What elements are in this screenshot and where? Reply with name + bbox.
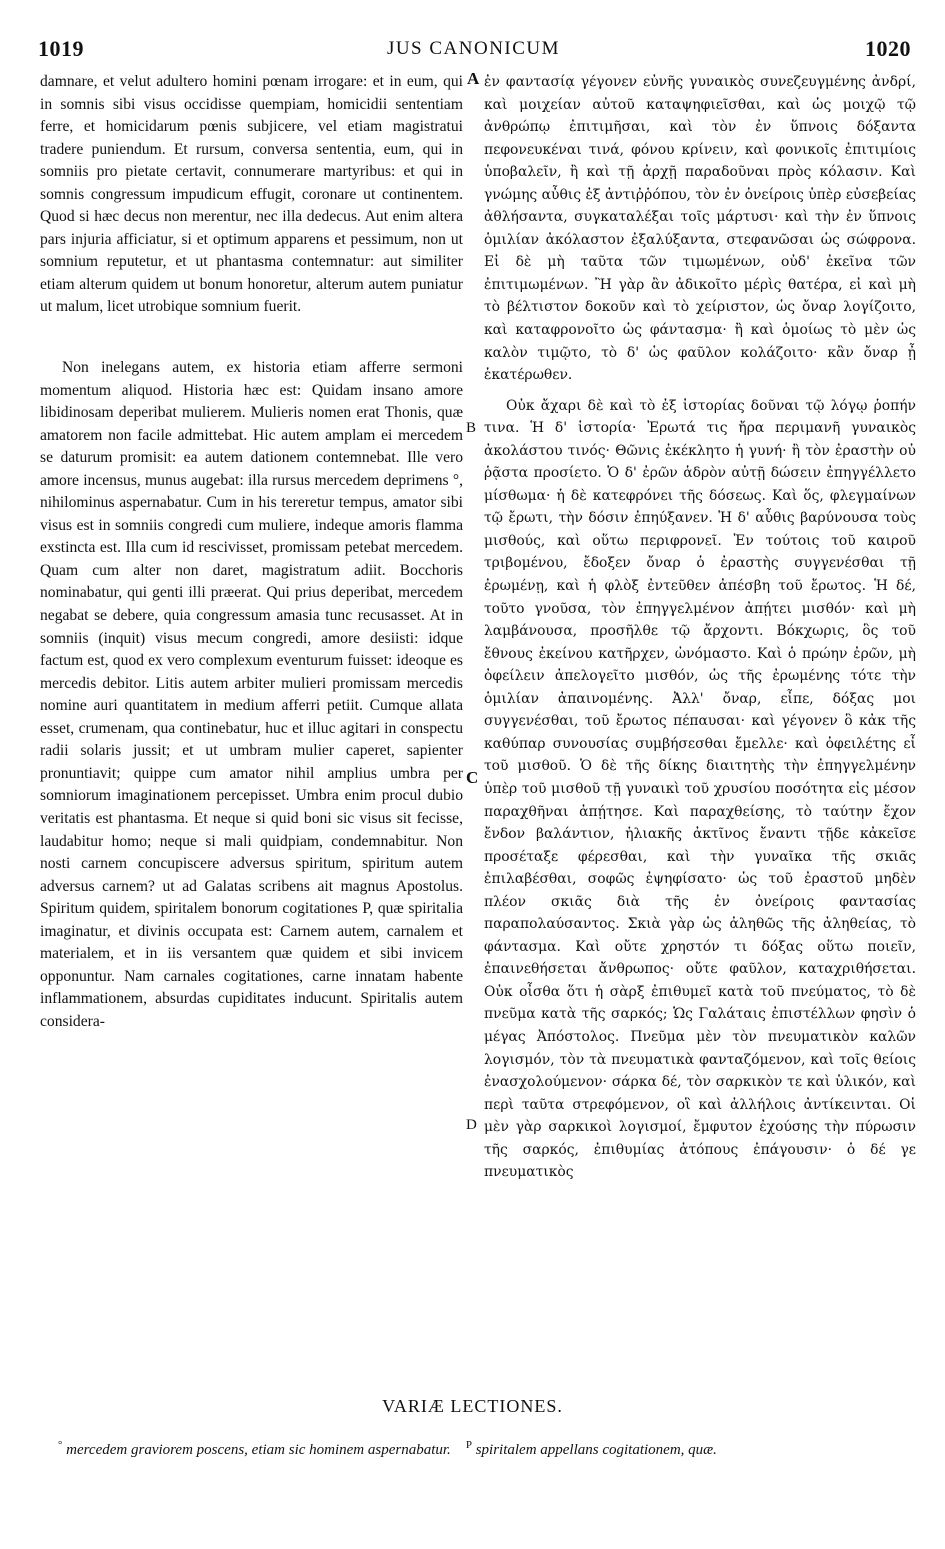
page-title: JUS CANONICUM: [386, 38, 561, 59]
greek-paragraph-1: ἐν φαντασίᾳ γέγονεν εὐνῆς γυναικὸς συνεζευγμένης ἀνδρί, καὶ μοιχείαν αὐτοῦ καταψηφιεῖσθαι, καὶ ὡς μοιχῷ τῷ ἀνθρώπῳ ἐπιτιμῆσαι, καὶ τὸν ἐν ὕπνοις δόξαντα πεφονευκέναι τινά, φόνου κρίνειν, καὶ φονικοῖς ἐπιτιμίοις ὑποβαλεῖν, ἢ καὶ τῇ ἀρχῇ παραδοῦναι πρὸς κόλασιν. Καὶ γνώμης αὖθις ἐξ ἀντιῤῥόπου, τὸν ἐν ὀνείροις ὑπὲρ εὐσεβείας ἀθλήσαντα, συγκαταλέξαι τοῖς μάρτυσι· καὶ τὴν ἐν ὕπνοις ὁμιλίαν ἀκόλαστον ἐξαλύξαντα, στεφανῶσαι ὡς σώφρονα. Εἰ δὲ μὴ ταῦτα τῶν τιμωμένων, οὐδ' ἐκεῖνα τῶν ἐπιτιμωμένων. Ἢ γὰρ ἂν ἀδικοῖτο μέρὶς θατέρα, εἰ καὶ μὴ τὸ βέλτιστον δοκοῦν καὶ τὸ χείριστον, ὡς ὄναρ λογίζοιτο, καὶ καταφρονοῖτο ὡς φάντασμα· ἢ καὶ ὁμοίως τὸ μὲν ὡς καλὸν τιμῷτο, τὸ δ' ὡς φαῦλον κολάζοιτο· κἂν ὄναρ ᾖ ἑκατέρωθεν.: [484, 74, 916, 384]
margin-letter-d: D: [466, 1117, 477, 1133]
page-number-right: 1020: [865, 36, 911, 61]
latin-paragraph-2: Non inelegans autem, ex historia etiam afferre sermoni momentum aliquod. Historia hæc est: Quidam insano amore libidinosam deperibat mulierem. Mulieris nomen erat Thonis, quæ amatorem non facile admittebat. Hic autem amplam ei mercedem se daturum promisit: ea autem dationem contemnebat. Ille vero amore incensus, munus augebat: illa rursus mercedem deprimens °, nihilominus aspernabatur. Cum in his tereretur tempus, amator sibi visus est in somniis congredi cum muliere, indeque amoris flamma exstincta est. Illa cum id rescivisset, promissam petebat mercedem. Quam cum alter non daret, magistratum adiit. Bocchoris nominabatur, qui genti illi præerat. Qui prius deperibat, mercedem negabat se debere, quia congressum amasia tunc recusasset. At in somniis (inquit) visus mecum congredi, amore desiisti: idque factum est, quod ex vero complexum eventurum fuisset: ideoque es mercedis debitor. Litis autem arbiter mulieri promissam mercedis nomine auri quantitatem in medium afferri petiit. Cumque allata esset, crumenam, qua continebatur, huc et illuc agitari in conspectu radii solaris jussit; et ut umbram mulier caperet, sapienter pronuntiavit; quippe cum amator nihil amplius umbra per somniorum imaginationem percepisset. Umbra enim procul dubio veritatis est phantasma. Et neque si quid boni sic visus sit fecisse, laudabitur homo; neque si mali quidpiam, condemnabitur. Non nosti carnem concupiscere adversus spiritum, spiritum autem adversus carnem? ut ad Galatas scribens ait magnus Apostolus. Spiritum quidem, spiritalem bonorum cogitationes P, quæ spiritalia imaginatur, et divinis occupata est: Carnem autem, carnalem et materialem, et in iis versantem quæ quidem et sibi invicem opponuntur. Nam carnales cogitationes, carne innatam habente inflammationem, absurdas cupiditates inducunt. Spiritalis autem considera-: [40, 359, 463, 1030]
note-o-text: mercedem graviorem poscens, etiam sic hominem aspernabatur.: [66, 1442, 451, 1458]
page-number-left: 1019: [38, 36, 84, 61]
greek-column: [484, 71, 916, 1184]
note-o-marker: °: [58, 1439, 63, 1451]
note-p-marker: P: [465, 1439, 472, 1451]
variae-lectiones-heading: VARIÆ LECTIONES.: [382, 1396, 563, 1416]
latin-column: [40, 71, 463, 1033]
margin-letter-a: A: [467, 69, 480, 88]
running-header: [30, 36, 917, 66]
margin-letter-b: B: [466, 420, 477, 436]
greek-paragraph-2: Οὐκ ἄχαρι δὲ καὶ τὸ ἐξ ἱστορίας δοῦναι τῷ λόγῳ ῥοπήν τινα. Ἡ δ' ἱστορία· Ἐρωτά τις ἤρα περιμανῆ γυναικὸς ἀκολάστου τινός· Θῶνις ἐκέκλητο ἡ γυνή· ἢ τὸν ἐραστὴν οὐ ῥᾷστα προσίετο. Ὁ δ' ἐρῶν ἁδρὸν αὐτῇ δώσειν ἐπηγγέλλετο μίσθωμα· ἡ δὲ κατεφρόνει τῆς δόσεως. Καὶ ὅς, φλεγμαίνων τῷ ἔρωτι, τὴν δόσιν ἐπηύξανεν. Ἡ δ' αὖθις βαρύνουσα τοὺς μισθούς, καὶ οὕτω περιφρονεῖ. Ἐν τούτοις τοῦ καιροῦ τριβομένου, ἔδοξεν ὄναρ ὁ ἐραστὴς συγγενέσθαι τῇ ἐρωμένῃ, καὶ ἡ φλὸξ ἐντεῦθεν ἀπέσβη τοῦ ἔρωτος. Ἡ δέ, τοῦτο γνοῦσα, τὸν ἐπηγγελμένον ἀπῄτει μισθόν· καὶ μὴ λαμβάνουσα, προσῆλθε τῷ ἄρχοντι. Βόκχωρις, ὃς τοῦ ἔθνους ἐκείνου κατῆρχεν, ὠνόμαστο. Καὶ ὁ πρώην ἐρῶν, μὴ ὀφείλειν ἀπελογεῖτο μισθόν, ὡς τῆς ἐρωμένης τότε τὴν ὁμιλίαν ἀπαινομένης. Ἀλλ' ὄναρ, εἶπε, δόξας μοι συγγενέσθαι, τοῦ ἔρωτος πέπαυσαι· καὶ γέγονεν ὃ κἀκ τῆς καθύπαρ συνουσίας συμβήσεσθαι ἔμελλε· καὶ ὀφειλέτης εἶ τοῦ μισθοῦ. Ὁ δὲ τῆς δίκης διαιτητὴς τὴν ἐπηγγελμένην ὑπὲρ τοῦ μισθοῦ τῇ γυναικὶ τοῦ χρυσίου ποσότητα εἰς μέσον παραχθῆναι ἀπῄτησε. Καὶ παραχθείσης, τὸ ταύτην ἔχον ἔνδον βαλάντιον, ἡλιακῆς ἀκτῖνος ἔναντι τῇδε κἀκεῖσε προσέταξε φέρεσθαι, καὶ τὴν γυναῖκα τῆς σκιᾶς ἐπιλαβέσθαι, σοφῶς ἐψηφίσατο· ὡς τοῦ ἐραστοῦ μηδὲν πλέον σκιᾶς διὰ τῆς ἐν ὀνείροις φαντασίας παραπολαύσαντος. Σκιὰ γὰρ ὡς ἀληθῶς τῆς ἀληθείας, τὸ φάντασμα. Καὶ οὔτε χρηστόν τι δόξας οὕτω ποιεῖν, ἐπαινεθήσεται ἄνθρωπος· οὔτε φαῦλον, καταχριθήσεται. Οὐκ οἶσθα ὅτι ἡ σὰρξ ἐπιθυμεῖ κατὰ τοῦ πνεύματος, τὸ δὲ πνεῦμα κατὰ τῆς σαρκός; Ὡς Γαλάταις ἐπιστέλλων φησὶν ὁ μέγας Ἀπόστολος. Πνεῦμα μὲν τὸν πνευματικὸν καλῶν λογισμόν, τὸν τὰ πνευματικὰ φανταζόμενον, καὶ τοῖς θείοις ἐνασχολούμενον· σάρκα δέ, τὸν σαρκικὸν τε καὶ ὑλικόν, καὶ περὶ ταῦτα στρεφόμενον, οἳ καὶ ἀλλήλοις ἀντίκεινται. Οἱ μὲν γὰρ σαρκικοὶ λογισμοί, ἔμφυτον ἐχούσης τὴν πύρωσιν τῆς σαρκός, ἐπιθυμίας ἀτόπους ἐπάγουσιν· ὁ δέ γε πνευματικὸς: [484, 397, 916, 1181]
latin-paragraph-1: damnare, et velut adultero homini pœnam irrogare: et in eum, qui in somnis sibi visus occidisse quempiam, homicidii sententiam ferre, et homicidarum pœnis subjicere, vel etiam magistratui tradere puniendum. Et rursum, conversa sententia, eum, qui in somniis pro pietate certavit, connumerare martyribus: et qui in somnis congressum impudicum effugit, coronare ut continentem. Quod si hæc decus non merentur, nec illa dedecus. Aut enim altera pars injuria afficiatur, si et optimum apparens et pessimum, non ut somnium reputetur, et ut phantasma contemnatur: aut similiter etiam alterum quidem ut bonum honoretur, alterum autem puniatur ut malum, licet utrobique somnium fuerit.: [40, 73, 463, 316]
note-p-text: spiritalem appellans cogitationem, quæ.: [475, 1442, 717, 1458]
margin-letter-c: C: [466, 768, 479, 787]
variae-lectiones-notes: [58, 1434, 908, 1461]
